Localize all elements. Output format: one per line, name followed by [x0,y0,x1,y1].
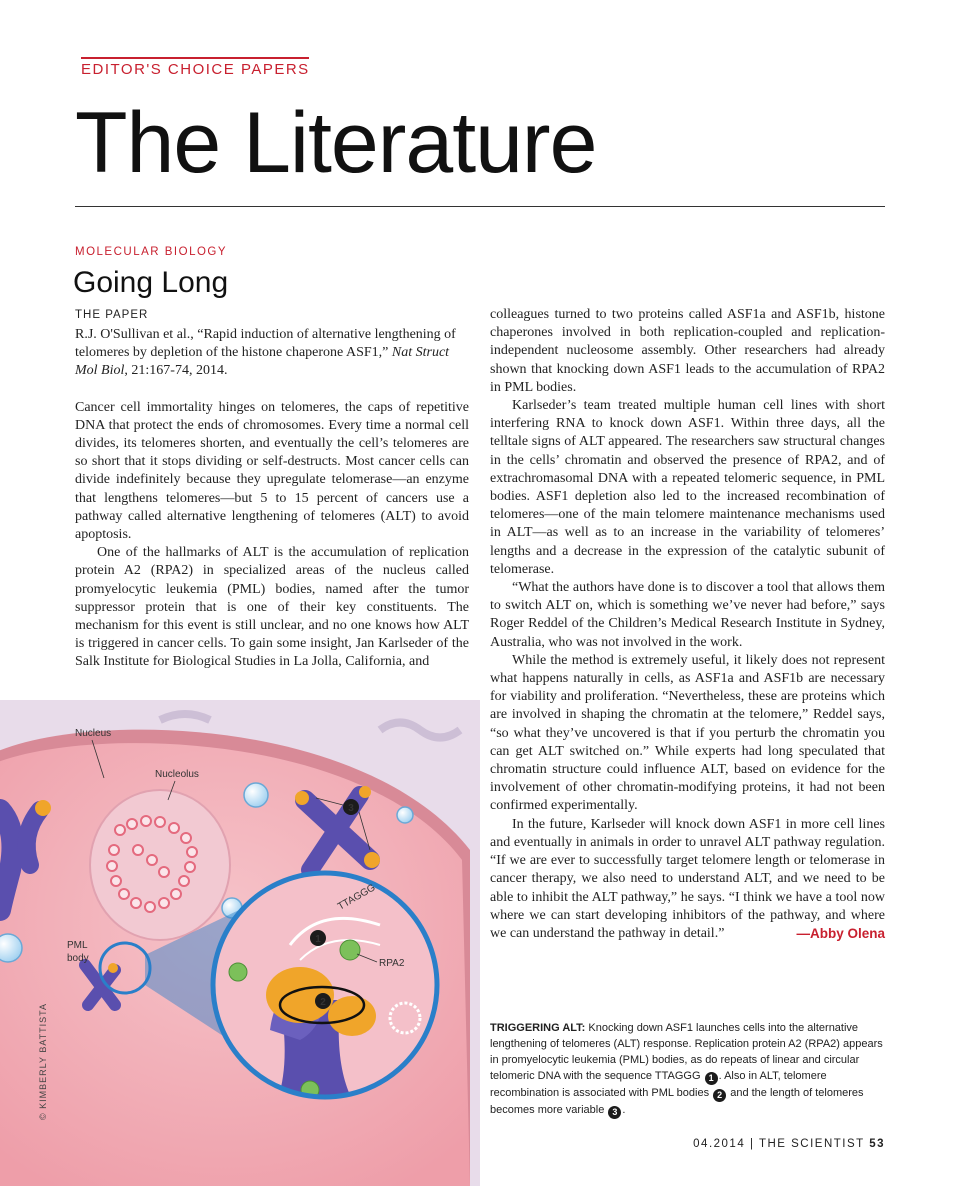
article-headline: Going Long [73,266,229,299]
masthead-title: The Literature [75,95,597,191]
section-rule [81,57,309,59]
body-paragraph-final [490,816,885,943]
caption-text: Knocking down ASF1 launches cells into the alternative lengthening of telomeres (ALT) response. Replication protein A2 (RPA2) appears in promyelocytic leukemia (PML) bodies, as do repeats of linear and circular telomeric DNA with the sequence TTAGGG [490,1022,883,1082]
paper-label: THE PAPER [75,309,149,321]
citation-text: R.J. O'Sullivan et al., “Rapid induction of alternative lengthening of telomeres by depletion of the histone chaperone ASF1,” [75,327,456,361]
caption-text: and the length of telomeres becomes more variable [490,1087,864,1116]
body-paragraph-text: In the future, Karlseder will knock down ASF1 in more cell lines and eventually in animals in order to unravel ALT pathway regulation. “If we are ever to successfully target telomere length or telomerase in cancer therapy, we also need to understand ALT, and we need to be able to inhibit the ALT pathway,” he says. “I think we have a tool now where we can start developing inhibitors of the pathway, and where we can understand the pathway in detail.” [490,816,885,941]
nucleolus-label: Nucleolus [155,769,199,780]
body-paragraph: Cancer cell immortality hinges on telomeres, the caps of repetitive DNA that protect the ends of chromosomes. Every time a normal cell divides, its telomeres shorten, and eventually the cell’s telomeres are so short that it stops dividing or self-destructs. Most cancer cells can divide indefinitely because they upregulate telomerase—an enzyme that lengthens telomeres—but 5 to 15 percent of cancers use a pathway called alternative lengthening of telomeres (ALT) to avoid apoptosis. [75,399,469,543]
figure-caption [490,1020,885,1119]
page-number: 53 [869,1138,885,1150]
caption-marker-1: 1 [705,1072,718,1085]
article-byline: —Abby Olena [796,925,885,941]
marker-1 [310,930,326,946]
pml-label-line2: body [67,953,89,964]
nucleus-label: Nucleus [75,728,112,739]
citation-details: , 21:167-74, 2014. [124,363,228,379]
body-paragraph: One of the hallmarks of ALT is the accumulation of replication protein A2 (RPA2) in specialized areas of the nucleus called promyelocytic leukemia (PML) bodies, named after the tumor suppressor protein that is one of their key constituents. The mechanism for this event is still unclear, and no one knows how ALT is triggered in cancer cells. To gain some insight, Jan Karlseder of the Salk Institute for Biological Studies in La Jolla, California, and [75,545,469,670]
magazine-name: THE SCIENTIST [758,1138,865,1150]
body-paragraph: Karlseder’s team treated multiple human cell lines with short interfering RNA to knock down ASF1. Within three days, all the telltale signs of ALT appeared. The researchers saw structural changes in the cells’ chromatin and observed the presence of RPA2, and of extrachromasomal DNA with a repeated telomeric sequence, in PML bodies. ASF1 depletion also led to the increased recombination of telomeres—one of the main telomere maintenance mechanisms used in ALT—as well as to an increase in the variability of telomeres’ lengths and a decrease in the expression of the catalytic subunit of telomerase. [490,398,885,577]
paper-citation [75,326,469,381]
pml-label-line1: PML [67,940,88,951]
body-paragraph: colleagues turned to two proteins called ASF1a and ASF1b, histone chaperones involved in both replication-coupled and replication-independent nucleosome assembly. Other researchers had already shown that knocking down ASF1 leads to the accumulation of RPA2 in PML bodies. [490,307,885,395]
illustration-credit: © KIMBERLY BATTISTA [38,1003,48,1120]
svg-text:2: 2 [320,997,326,1008]
caption-marker-3: 3 [608,1106,621,1119]
masthead-rule [75,206,885,207]
body-paragraph: While the method is extremely useful, it likely does not represent what happens naturally in cells, as ASF1a and ASF1b are necessary for viability and proliferation. “Nevertheless, these are proteins which are involved in shaping the chromatin at the telomere,” Reddel says, “so what they’ve uncovered is that if you perturb the chromatin you can get ALT switched on.” While experts had long speculated that chromatin structure could influence ALT, based on evidence for the involvement of other chromatin-modifying proteins, it had not been confirmed experimentally. [490,652,885,814]
body-paragraph: “What the authors have done is to discover a tool that allows them to switch ALT on, which is something we’ve never had before,” says Roger Reddel of the Children’s Medical Research Institute in Sydney, Australia, who was not involved in the work. [490,580,885,650]
page-footer [693,1138,885,1150]
footer-separator: | [749,1138,755,1150]
rpa2-label: RPA2 [379,958,405,969]
article-column-right [490,306,885,943]
caption-marker-2: 2 [713,1089,726,1102]
caption-title: TRIGGERING ALT: [490,1022,586,1034]
caption-text: . [622,1104,626,1116]
marker-3 [343,799,359,815]
dna-sequence-label: TTAGGG [336,882,378,913]
article-column-left [75,326,469,672]
citation-journal: Nat Struct Mol Biol [75,345,450,379]
marker-2 [315,993,331,1009]
caption-text: . Also in ALT, telomere recombination is associated with PML bodies [490,1070,827,1099]
section-label: EDITOR'S CHOICE PAPERS [81,61,310,78]
issue-date: 04.2014 [693,1138,746,1150]
svg-text:3: 3 [348,803,354,814]
svg-text:1: 1 [315,934,321,945]
cell-illustration [0,700,480,1186]
article-category: MOLECULAR BIOLOGY [75,246,228,258]
